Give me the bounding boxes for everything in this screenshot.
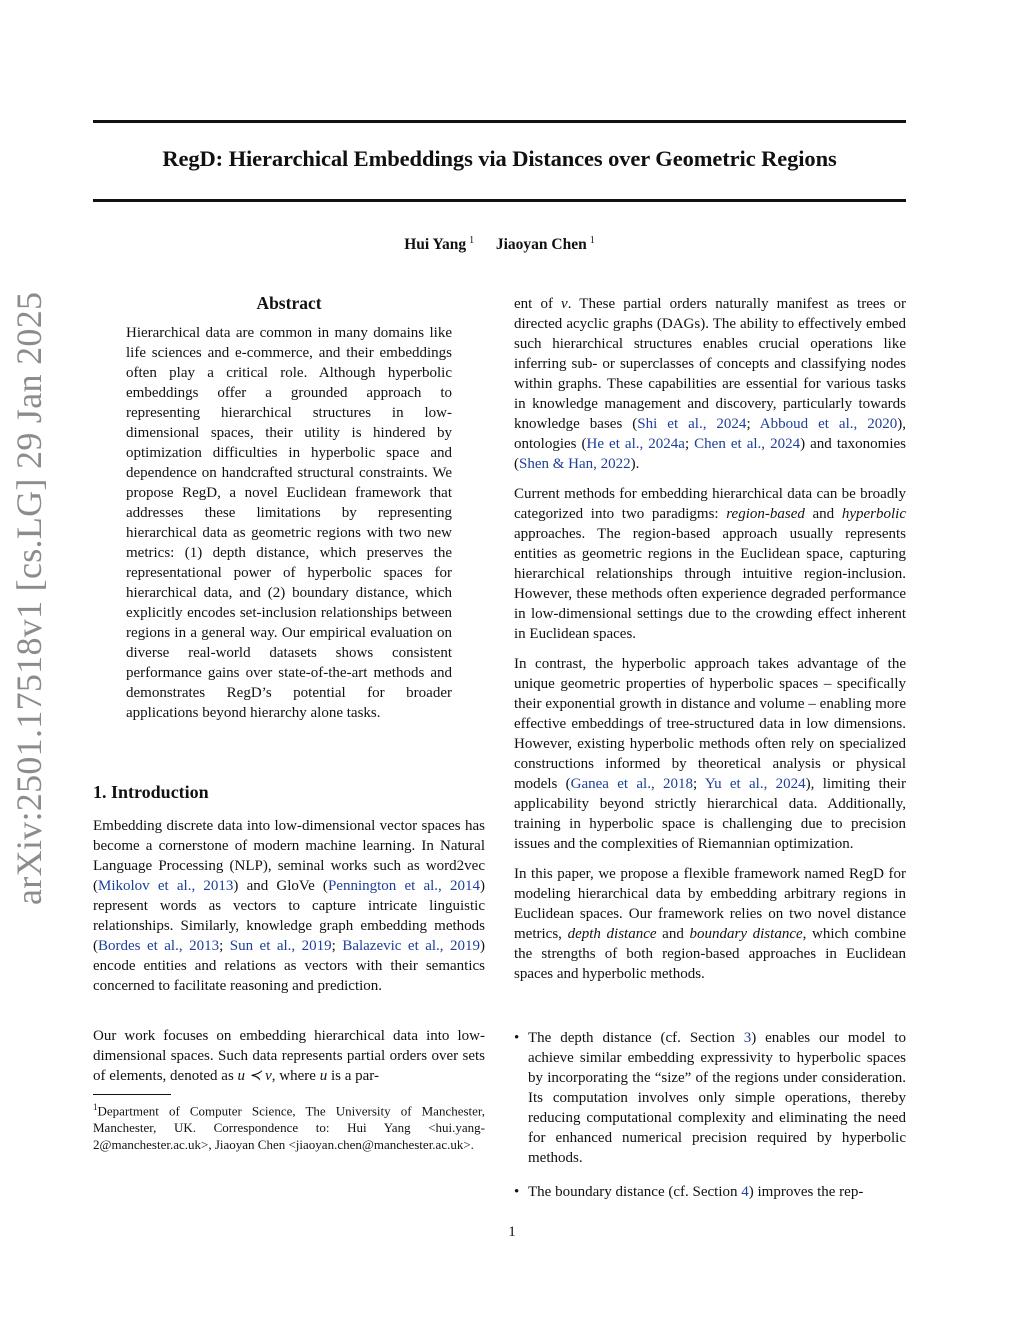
abstract-heading: Abstract (256, 293, 322, 313)
right-column (514, 294, 906, 994)
contribution-list (514, 1028, 906, 1216)
list-item: • The depth distance (cf. Section 3) enables our model to achieve similar embedding expressivity to hyperbolic spaces by incorporating the “size” of the regions under consideration. Its computation involves only simple operations, thereby reducing computational complexity and eliminating the need for enhanced numerical precision required by hyperbolic methods. (514, 1028, 906, 1168)
page-number: 1 (508, 1224, 516, 1240)
author-list (93, 236, 906, 254)
paper-title: RegD: Hierarchical Embeddings via Distances over Geometric Regions (162, 146, 837, 171)
introduction-heading: 1. Introduction (93, 782, 209, 802)
citation-link[interactable]: Ganea et al., 2018 (570, 776, 693, 792)
footnote-rule (93, 1094, 171, 1095)
citation-link[interactable]: Bordes et al., 2013 (98, 938, 220, 954)
intro-paragraph-1: Embedding discrete data into low-dimensional vector spaces has become a cornerstone of modern machine learning. In Natural Language Processing (NLP), seminal works such as word2vec (Mikolov et al., 2013) and GloVe (Pennington et al., 2014) represent words as vectors to capture intricate linguistic relationships. Similarly, knowledge graph embedding methods (Bordes et al., 2013; Sun et al., 2019; Balazevic et al., 2019) encode entities and relations as vectors with their semantics concerned to facilitate reasoning and prediction. (93, 818, 486, 994)
citation-link[interactable]: Shen & Han, 2022 (519, 456, 631, 472)
citation-link[interactable]: Sun et al., 2019 (229, 938, 332, 954)
citation-link[interactable]: Yu et al., 2024 (704, 776, 806, 792)
abstract-text: Hierarchical data are common in many domains like life sciences and e-commerce, and their embeddings often play a critical role. Although hyperbolic embeddings offer a grounded approach to representing hierarchical structures in low-dimensional spaces, their utility is hindered by optimization difficulties in hyperbolic space and dependence on handcrafted structural constraints. We propose RegD, a novel Euclidean framework that addresses these limitations by representing hierarchical data as geometric regions with two new metrics: (1) depth distance, which preserves the representational power of hyperbolic spaces for hierarchical data, and (2) boundary distance, which explicitly encodes set-inclusion relationships between regions in a general way. Our empirical evaluation on diverse real-world datasets shows consistent performance gains over state-of-the-art methods and demonstrates RegD’s potential for broader applications beyond hierarchy alone tasks. (126, 325, 452, 721)
right-paragraph-1: ent of v. These partial orders naturally manifest as trees or directed acyclic graphs (DAGs). The ability to effectively embed such hierarchical structures enables crucial operations like inferring sub- or superclasses of concepts and classifying nodes within graphs. These capabilities are essential for various tasks in knowledge management and discovery, particularly towards knowledge bases (Shi et al., 2024; Abboud et al., 2020), ontologies (He et al., 2024a; Chen et al., 2024) and taxonomies (Shen & Han, 2022). (514, 296, 906, 472)
title-rule-top (93, 120, 906, 123)
footnote: $^1$Department of Computer Science, The University of Manchester, Manchester, UK. Correspondence to: Hui Yang <hui.yang-2@manchester.ac.uk>, Jiaoyan Chen <jiaoyan.chen@manchester.ac.uk>. (93, 1102, 485, 1153)
math-expression: u ≺ v (237, 1068, 272, 1084)
math-expression: u (319, 1068, 328, 1084)
right-paragraph-3: In contrast, the hyperbolic approach takes advantage of the unique geometric properties of hyperbolic spaces – specifically their exponential growth in distance and volume – enabling more effective embeddings of tree-structured data in low dimensions. However, existing hyperbolic methods often rely on specialized constructions informed by theoretical analysis or physical models (Ganea et al., 2018; Yu et al., 2024), limiting their applicability beyond strictly hierarchical data. Additionally, training in hyperbolic space is challenging due to precision issues and the complexities of Riemannian optimization. (514, 656, 906, 852)
citation-link[interactable]: Balazevic et al., 2019 (342, 938, 481, 954)
citation-link[interactable]: Pennington et al., 2014 (327, 878, 480, 894)
title-rule-bottom (93, 199, 906, 202)
author-affiliation-mark: 1 (589, 235, 595, 246)
intro-paragraph-2: Our work focuses on embedding hierarchical data into low-dimensional spaces. Such data represents partial orders over sets of elements, denoted as u ≺ v, where u is a par- (93, 1028, 485, 1084)
citation-link[interactable]: Shi et al., 2024 (637, 416, 747, 432)
author-affiliation-mark: 1 (469, 235, 475, 246)
right-paragraph-2: Current methods for embedding hierarchical data can be broadly categorized into two paradigms: region-based and hyperbolic approaches. The region-based approach usually represents entities as geometric regions in the Euclidean space, capturing hierarchical relationships through intuitive region-inclusion. However, these methods often experience degraded performance in low-dimensional settings due to the crowding effect inherent in Euclidean spaces. (514, 486, 906, 642)
citation-link[interactable]: Abboud et al., 2020 (759, 416, 898, 432)
list-item: • The boundary distance (cf. Section 4) improves the rep- (514, 1182, 906, 1202)
section-reference-link[interactable]: 4 (741, 1184, 749, 1200)
section-reference-link[interactable]: 3 (743, 1030, 752, 1046)
citation-link[interactable]: He et al., 2024a (586, 436, 685, 452)
author-name: Hui Yang (404, 236, 467, 253)
arxiv-identifier-stamp: arXiv:2501.17518v1 [cs.LG] 29 Jan 2025 (9, 291, 49, 905)
math-expression: v (561, 296, 568, 312)
right-paragraph-4: In this paper, we propose a flexible framework named RegD for modeling hierarchical data by embedding arbitrary regions in Euclidean spaces. Our framework relies on two novel distance metrics, depth distance and boundary distance, which combine the strengths of both region-based approaches in Euclidean spaces and hyperbolic methods. (514, 866, 906, 982)
citation-link[interactable]: Chen et al., 2024 (694, 436, 801, 452)
citation-link[interactable]: Mikolov et al., 2013 (98, 878, 234, 894)
author-name: Jiaoyan Chen (495, 236, 587, 253)
